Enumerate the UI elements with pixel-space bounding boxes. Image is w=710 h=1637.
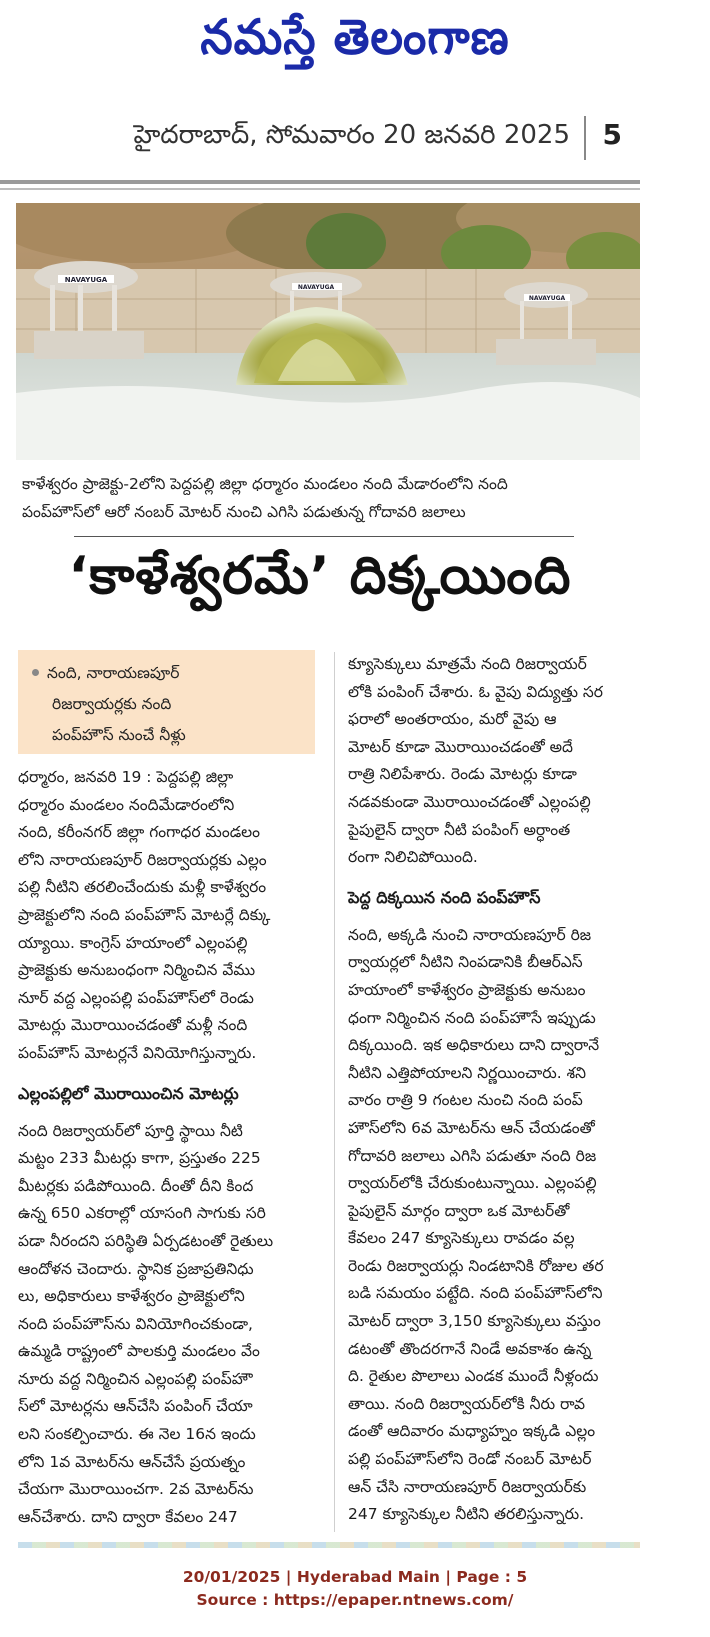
pumphouse-photo	[16, 203, 640, 460]
footer-source-line: Source : https://epaper.ntnews.com/	[196, 1591, 514, 1609]
paragraph: నంది రిజర్వాయర్‌లో పూర్తి స్థాయి నీటి మట్టం 233 మీటర్లు కాగా, ప్రస్తుతం 225 మీటర్లకు పడిపోయింది. దీంతో దీని కింద ఉన్న 650 ఎకరాల్లో యాసంగి సాగుకు సరి పడా నీరందని పరిస్థితి ఏర్పడటంతో రైతులు ఆందోళన చెందారు. స్థానిక ప్రజాప్రతినిధు లు, అధికారులు కాళేశ్వరం ప్రాజెక్టులోని నంది పంప్‌హౌస్‌ను వినియోగించకుండా, ఉమ్మడి రాష్ట్రంలో పాలకుర్తి మండలం వేం నూరు వద్ద నిర్మించిన ఎల్లంపల్లి పంప్‌హౌ స్‌లో మోటర్లను ఆన్‌చేసి పంపింగ్ చేయా లని సంకల్పించారు. ఈ నెల 16న ఇందు లోని 1వ మోటర్‌ను ఆన్‌చేసే ప్రయత్నం చేయగా మొరాయించగా. 2వ మోటర్‌ను ఆన్‌చేశారు. దాని ద్వారా కేవలం 247	[18, 1121, 274, 1526]
highlight-line: రిజర్వాయర్లకు నంది	[52, 695, 172, 713]
sign-navayuga-3: NAVAYUGA	[528, 295, 566, 302]
bullet-icon	[32, 669, 39, 676]
bottom-decorative-strip	[18, 1542, 640, 1548]
photo-caption	[22, 470, 640, 526]
header-rule-thin	[0, 188, 640, 190]
footer-edition-line: 20/01/2025 | Hyderabad Main | Page : 5	[182, 1568, 528, 1586]
dateline-divider	[584, 116, 586, 160]
sign-navayuga-1: NAVAYUGA	[64, 276, 108, 284]
header-rule	[0, 180, 640, 184]
date-text: హైదరాబాద్, సోమవారం 20 జనవరి 2025	[133, 120, 570, 150]
headline: ‘కాళేశ్వరమే’ దిక్కయింది	[68, 546, 572, 606]
highlight-box	[18, 650, 315, 754]
paragraph: నంది, అక్కడి నుంచి నారాయణపూర్ రిజ ర్వాయర్లలో నీటిని నింపడానికి బీఆర్‌ఎస్ హయాంలో కాళేశ్వరం ప్రాజెక్టుకు అనుబం ధంగా నిర్మించిన నంది పంప్‌హౌసే ఇప్పుడు దిక్కయింది. ఇక అధికారులు దాని ద్వారానే నీటిని ఎత్తిపోయాలని నిర్ణయించారు. శని వారం రాత్రి 9 గంటల నుంచి నంది పంప్ హౌస్‌లోని 6వ మోటర్‌ను ఆన్ చేయడంతో గోదావరి జలాలు ఎగిసి పడుతూ నంది రిజ ర్వాయర్‌లోకి చేరుకుంటున్నాయి. ఎల్లంపల్లి పైపులైన్ మార్గం ద్వారా ఒక మోటర్‌తో కేవలం 247 క్యూసెక్కులు రావడం వల్ల రెండు రిజర్వాయర్లు నిండటానికి రోజుల తర బడి సమయం పట్టేది. నంది పంప్‌హౌస్‌లోని మోటర్ ద్వారా 3,150 క్యూసెక్కులు వస్తుం డటంతో తొందరగానే నిండే అవకాశం ఉన్న ది. రైతుల పొలాలు ఎండక ముందే నీళ్లందు తాయి. నంది రిజర్వాయర్‌లోకి నీరు రావ డంతో ఆదివారం మధ్యాహ్నం ఇక్కడి ఎల్లం పల్లి పంప్‌హౌస్‌లోని రెండో నంబర్ మోటర్ ఆన్ చేసి నారాయణపూర్ రిజర్వాయర్‌కు 247 క్యూసెక్కుల నీటిని తరలిస్తున్నారు.	[348, 925, 604, 1524]
article-right-column	[348, 651, 640, 1529]
article-left-column	[18, 764, 320, 1531]
newspaper-logo: నమస్తే తెలంగాణ	[200, 8, 510, 66]
caption-line: పంప్‌హౌస్‌లో ఆరో నంబర్ మోటర్ నుంచి ఎగిసి పడుతున్న గోదావరి జలాలు	[22, 503, 466, 521]
sign-navayuga-2: NAVAYUGA	[297, 284, 335, 291]
dateline	[0, 116, 640, 166]
column-divider	[334, 652, 335, 1532]
highlight-line: పంప్‌హౌస్ నుంచే నీళ్లు	[52, 726, 186, 744]
paragraph: ధర్మారం, జనవరి 19 : పెద్దపల్లి జిల్లా ధర్మారం మండలం నందిమేడారంలోని నంది, కరీంనగర్ జిల్లా గంగాధర మండలం లోని నారాయణపూర్ రిజర్వాయర్లకు ఎల్లం పల్లి నీటిని తరలించేందుకు మళ్లీ కాళేశ్వరం ప్రాజెక్టులోని నంది పంప్‌హౌస్ మోటర్లే దిక్కు య్యాయి. కాంగ్రెస్ హయాంలో ఎల్లంపల్లి ప్రాజెక్టుకు అనుబంధంగా నిర్మించిన వేము నూర్ వద్ద ఎల్లంపల్లి పంప్‌హౌస్‌లో రెండు మోటర్లు మొరాయించడంతో మళ్లీ నంది పంప్‌హౌస్ మోటర్లనే వినియోగిస్తున్నారు.	[18, 768, 271, 1062]
subheading: ఎల్లంపల్లిలో మొరాయించిన మోటర్లు	[18, 1083, 239, 1103]
caption-line: కాళేశ్వరం ప్రాజెక్టు-2లోని పెద్దపల్లి జిల్లా ధర్మారం మండలం నంది మేడారంలోని నంది	[22, 475, 508, 493]
subheading: పెద్ద దిక్కయిన నంది పంప్‌హౌస్	[348, 887, 541, 907]
masthead	[0, 0, 710, 82]
highlight-line: నంది, నారాయణపూర్	[32, 658, 305, 689]
footer	[0, 1566, 710, 1612]
page-number: 5	[602, 118, 622, 151]
caption-rule	[74, 536, 574, 537]
paragraph: క్యూసెక్కులు మాత్రమే నంది రిజర్వాయర్ లోకి పంపింగ్ చేశారు. ఓ వైపు విద్యుత్తు సర ఫరాలో అంతరాయం, మరో వైపు ఆ మోటర్ కూడా మొరాయించడంతో అదే రాత్రి నిలిపేశారు. రెండు మోటర్లు కూడా నడవకుండా మొరాయించడంతో ఎల్లంపల్లి పైపులైన్ ద్వారా నీటి పంపింగ్ అర్ధాంత రంగా నిలిచిపోయింది.	[348, 655, 603, 867]
